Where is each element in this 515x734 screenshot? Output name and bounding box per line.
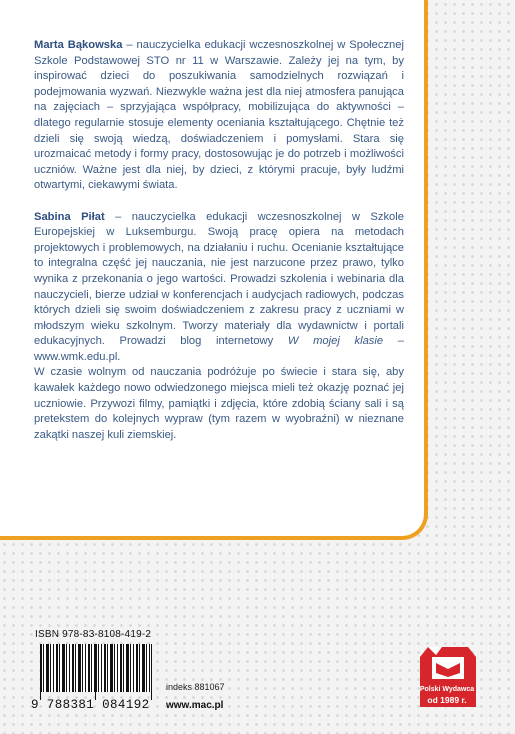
blog-url: – www.wmk.edu.pl. <box>34 335 404 363</box>
author-bio-1: – nauczycielka edukacji wczesnoszkolnej w Społecznej Szkole Podstawowej STO nr 11 w Warszawie. Zależy jej na tym, by inspirować dzieci do poszukiwania samodzielnych rozwiązań i podejmowania wyzwań. Niezwykle ważna jest dla niej atmosfera panująca na zajęciach – sprzyjająca współpracy, mobilizująca do aktywności – dlatego regularnie stosuje elementy oceniania kształtującego. Chętnie też dzieli się swoją wiedzą, doświadczeniem i pomysłami. Stara się urozmaicać metody i formy pracy, dostosowując je do potrzeb i możliwości uczniów. Ważne jest dla niej, by dzieci, z którymi pracuje, były ludźmi otwartymi, ciekawymi świata. <box>34 39 404 192</box>
author-paragraph-1 <box>34 38 404 194</box>
author-bio-2: – nauczycielka edukacji wczesnoszkolnej w Szkole Europejskiej w Luksemburgu. Swoją pracę opiera na metodach projektowych i problemowych, na działaniu i ruchu. Ocenianie kształtujące to integralna część jej nauczania, nie jest narzucone przez prawo, tylko wynika z przekonania o jego wartości. Prowadzi szkolenia i webinaria dla nauczycieli, bierze udział w konferencjach i audycjach radiowych, podczas których dzieli się swoim doświadczeniem z zakresu pracy z uczniami w młodszym wieku szkolnym. Tworzy materiały dla wydawnictw i portali edukacyjnych. Prowadzi blog internetowy <box>34 210 404 348</box>
bio-text <box>34 38 404 443</box>
author-paragraph-2 <box>34 210 404 366</box>
logo-text-line2: od 1989 r. <box>427 695 467 705</box>
index-number: indeks 881067 <box>166 682 225 692</box>
isbn-label: ISBN 978-83-8108-419-2 <box>35 629 152 640</box>
barcode-image <box>40 644 152 692</box>
logo-text-line1: Polski Wydawca <box>419 686 475 693</box>
publisher-website: www.mac.pl <box>166 700 224 711</box>
author-name-1: Marta Bąkowska <box>34 39 123 51</box>
author-paragraph-3: W czasie wolnym od nauczania podróżuje po świecie i stara się, aby kawałek każdego nowo odwiedzonego miejsca mieli też okazję poznać jej uczniowie. Przywozi filmy, pamiątki i zdjęcia, które zdobią ściany sali i są pretekstem do kolejnych wypraw (tym razem w wyobraźni) w nieznane zakątki naszej kuli ziemskiej. <box>34 366 404 441</box>
barcode-digits: 9 788381 084192 <box>31 698 150 712</box>
barcode-guard-right <box>151 644 152 700</box>
author-name-2: Sabina Piłat <box>34 210 105 223</box>
barcode-guard-left <box>40 644 41 700</box>
blog-title: W mojej klasie <box>287 335 384 348</box>
barcode-guard-middle <box>95 644 96 700</box>
